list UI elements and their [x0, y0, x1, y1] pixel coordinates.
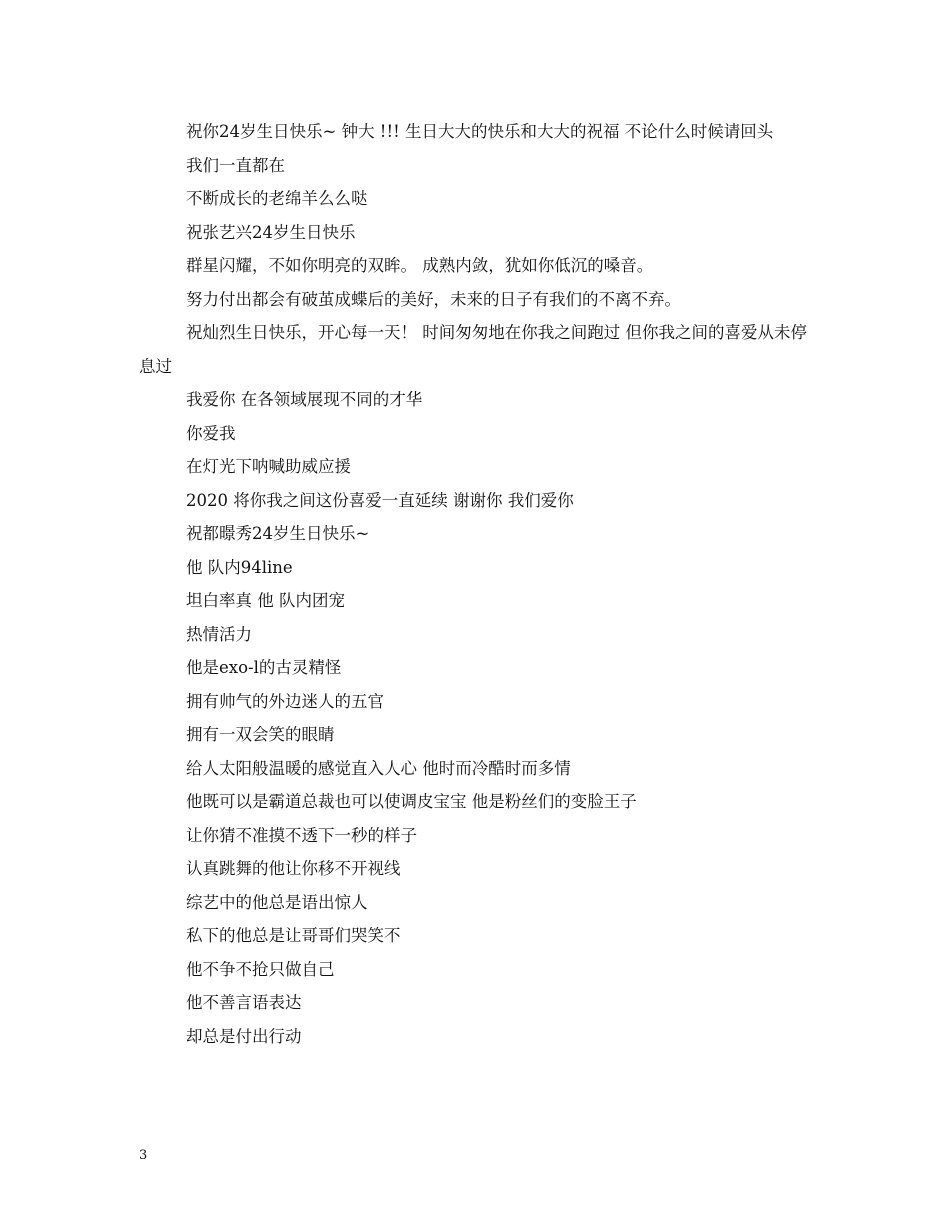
paragraph: 2020 将你我之间这份喜爱一直延续 谢谢你 我们爱你 — [186, 490, 574, 510]
paragraph: 综艺中的他总是语出惊人 — [186, 892, 368, 912]
paragraph: 拥有帅气的外边迷人的五官 — [186, 691, 384, 711]
paragraph: 祝都暻秀24岁生日快乐~ — [186, 524, 370, 543]
paragraph: 热情活力 — [186, 624, 252, 644]
paragraph: 我们一直都在 — [186, 155, 285, 175]
paragraph: 群星闪耀，不如你明亮的双眸。 成熟内敛，犹如你低沉的嗓音。 — [186, 256, 654, 275]
paragraph: 私下的他总是让哥哥们哭笑不 — [186, 926, 401, 945]
paragraph: 他 队内94line — [186, 557, 293, 577]
paragraph: 却总是付出行动 — [186, 1026, 302, 1046]
paragraph: 让你猜不准摸不透下一秒的样子 — [186, 825, 417, 845]
paragraph: 拥有一双会笑的眼睛 — [186, 725, 335, 744]
paragraph: 你爱我 — [186, 423, 236, 443]
paragraph: 在灯光下呐喊助威应援 — [186, 457, 351, 476]
paragraph: 认真跳舞的他让你移不开视线 — [186, 859, 401, 878]
page-number: 3 — [139, 1148, 148, 1163]
paragraph: 努力付出都会有破茧成蝶后的美好，未来的日子有我们的不离不弃。 — [186, 289, 681, 309]
document-body — [139, 115, 819, 1053]
paragraph: 祝灿烈生日快乐，开心每一天！ 时间匆匆地在你我之间跑过 但你我之间的喜爱从未停息过 — [139, 323, 807, 376]
paragraph: 给人太阳般温暖的感觉直入人心 他时而冷酷时而多情 — [186, 758, 571, 778]
paragraph: 他不争不抢只做自己 — [186, 959, 335, 979]
paragraph: 他既可以是霸道总裁也可以使调皮宝宝 他是粉丝们的变脸王子 — [186, 792, 637, 811]
paragraph: 祝你24岁生日快乐~ 钟大 !!! 生日大大的快乐和大大的祝福 不论什么时候请回头 — [186, 122, 774, 141]
paragraph: 坦白率真 他 队内团宠 — [186, 591, 345, 610]
paragraph: 他是exo-l的古灵精怪 — [186, 658, 342, 677]
paragraph: 他不善言语表达 — [186, 993, 302, 1012]
paragraph: 不断成长的老绵羊么么哒 — [186, 189, 368, 208]
paragraph: 祝张艺兴24岁生日快乐 — [186, 222, 356, 242]
paragraph: 我爱你 在各领域展现不同的才华 — [186, 390, 423, 409]
